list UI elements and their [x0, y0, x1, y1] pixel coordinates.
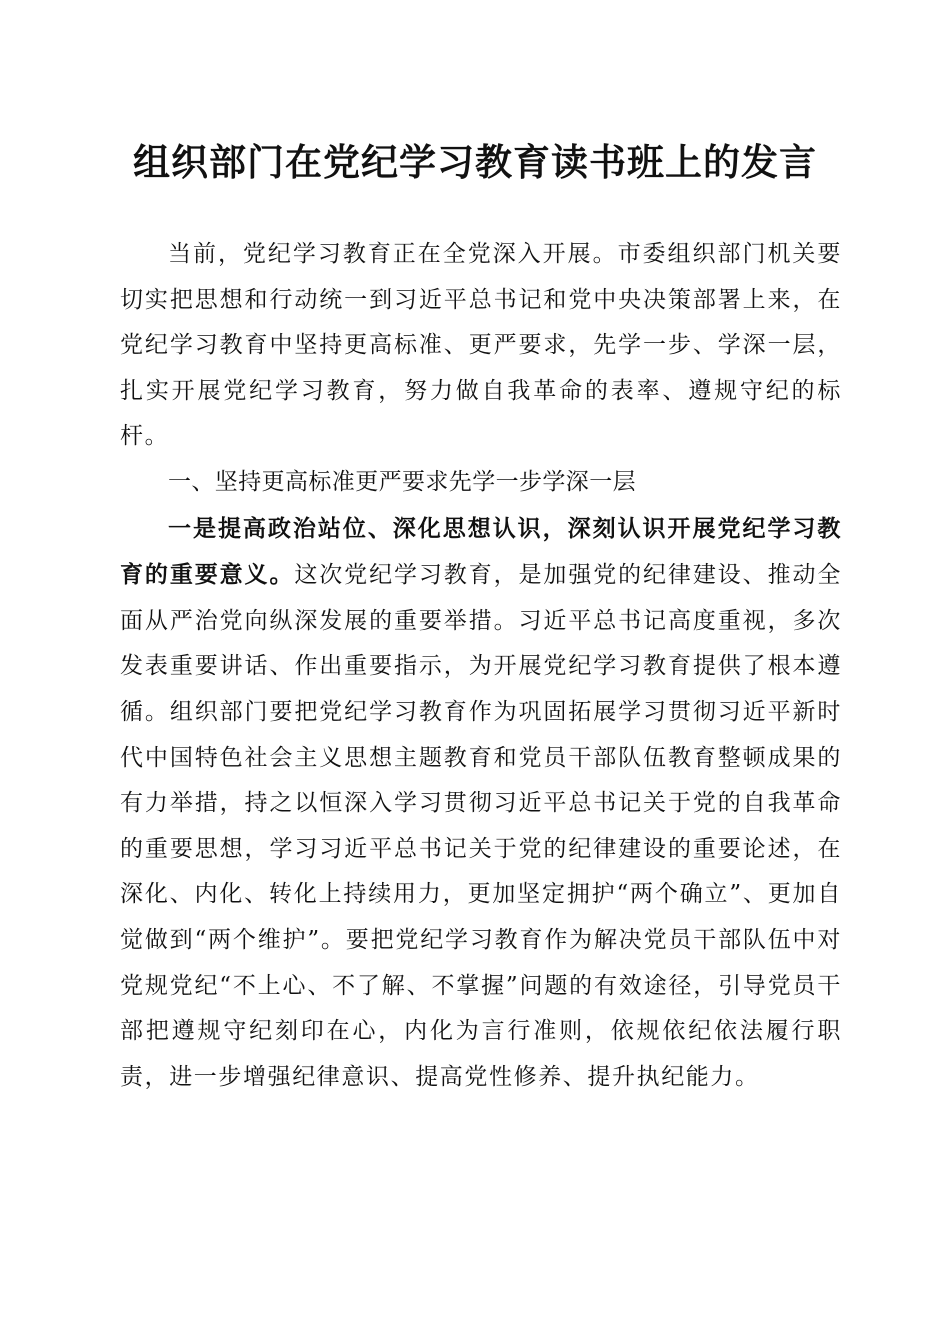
section-paragraph	[120, 506, 842, 1101]
document-title: 组织部门在党纪学习教育读书班上的发言	[133, 140, 817, 184]
paragraph-body-text: 这次党纪学习教育，是加强党的纪律建设、推动全面从严治党向纵深发展的重要举措。习近平总书记高度重视，多次发表重要讲话、作出重要指示，为开展党纪学习教育提供了根本遵循。组织部门要把党纪学习教育作为巩固拓展学习贯彻习近平新时代中国特色社会主义思想主题教育和党员干部队伍教育整顿成果的有力举措，持之以恒深入学习贯彻习近平总书记关于党的自我革命的重要思想，学习习近平总书记关于党的纪律建设的重要论述，在深化、内化、转化上持续用力，更加坚定拥护“两个确立”、更加自觉做到“两个维护”。要把党纪学习教育作为解决党员干部队伍中对党规党纪“不上心、不了解、不掌握”问题的有效途径，引导党员干部把遵规守纪刻印在心，内化为言行准则，依规依纪依法履行职责，进一步增强纪律意识、提高党性修养、提升执纪能力。	[120, 562, 843, 1090]
document-body	[120, 232, 842, 1100]
intro-paragraph: 当前，党纪学习教育正在全党深入开展。市委组织部门机关要切实把思想和行动统一到习近平总书记和党中央决策部署上来，在党纪学习教育中坚持更高标准、更严要求，先学一步、学深一层，扎实开展党纪学习教育，努力做自我革命的表率、遵规守纪的标杆。	[120, 241, 842, 450]
paragraph-lead-sentence: 一是提高政治站位、深化思想认识，深刻认识开展党纪学习教育的重要意义。	[120, 514, 842, 589]
section-heading: 一、坚持更高标准更严要求先学一步学深一层	[168, 468, 636, 495]
